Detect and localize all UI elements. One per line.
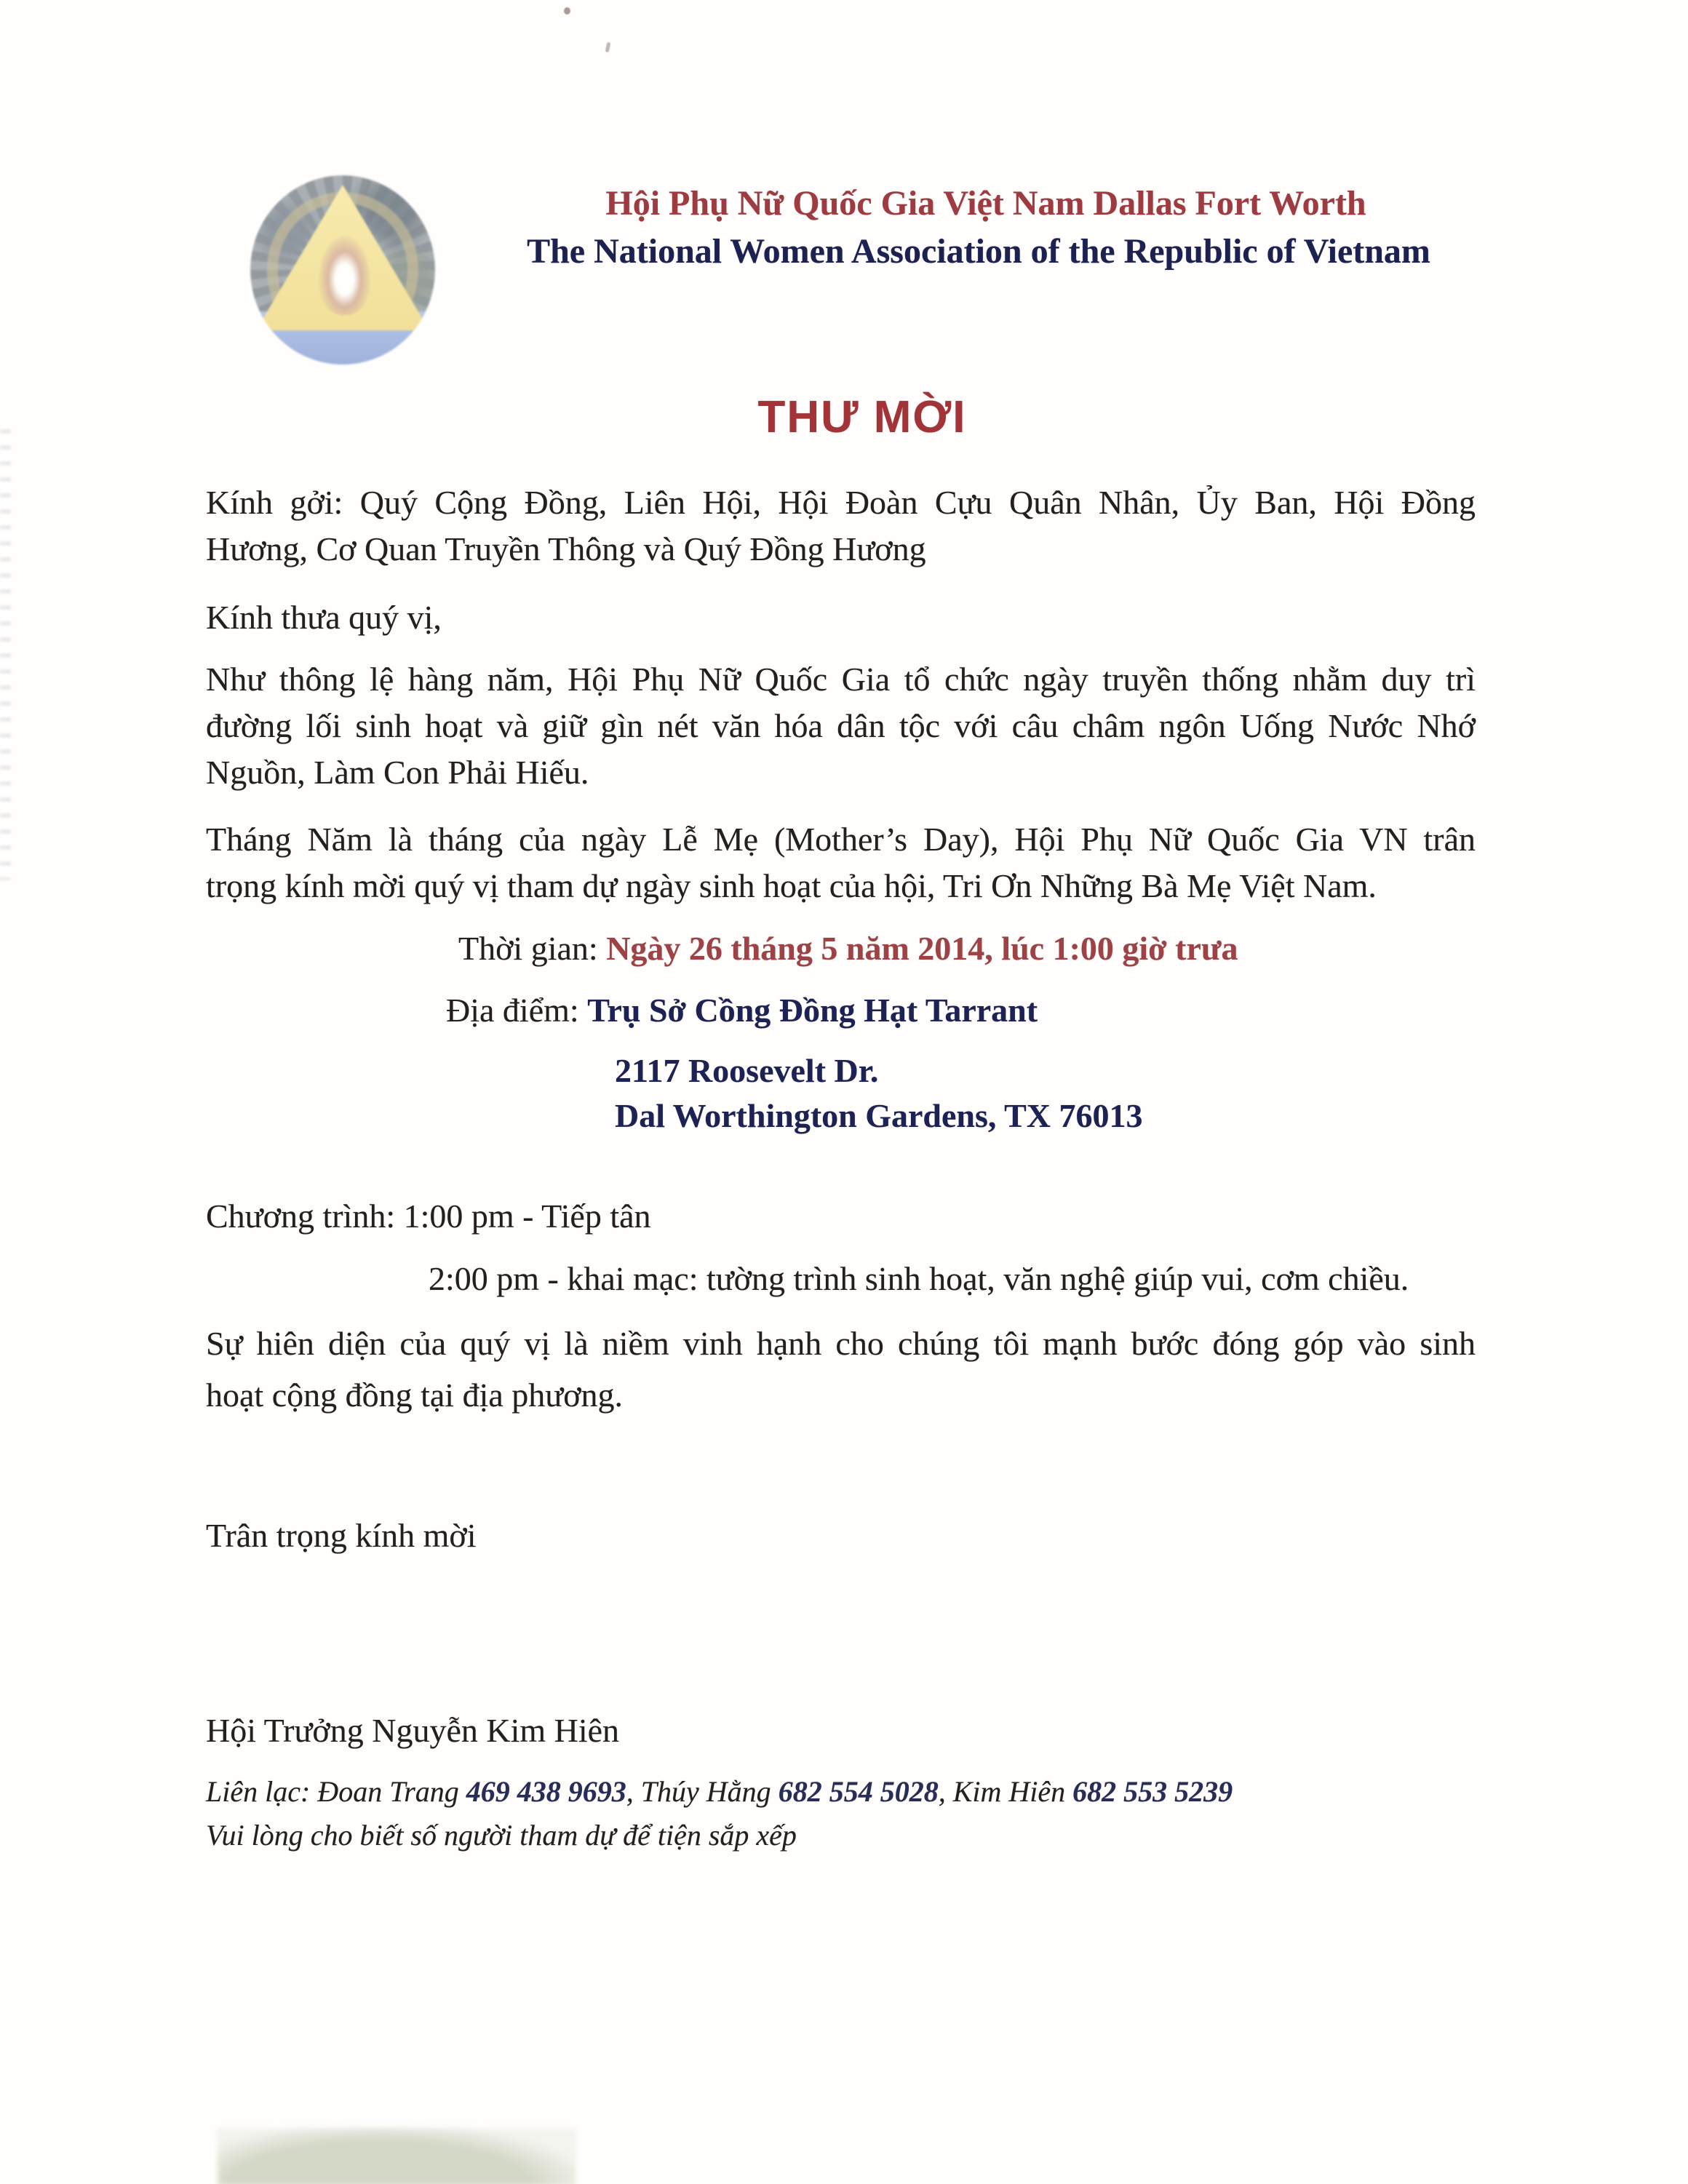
greeting-line: Kính thưa quý vị,: [206, 599, 442, 636]
contact-prefix: Liên lạc: Đoan Trang: [206, 1775, 466, 1808]
closing-line-1: Sự hiên diện của quý vị là niềm vinh hạnh cho chúng tôi mạnh bước đóng góp vào sinh: [206, 1325, 1476, 1362]
salutation-line-2: Hương, Cơ Quan Truyền Thông và Quý Đồng Hương: [206, 530, 926, 567]
program-item-1: 1:00 pm - Tiếp tân: [403, 1197, 651, 1235]
scan-edge-noise: [0, 429, 11, 880]
association-seal-icon: [250, 175, 435, 364]
paragraph1-line-2: đường lối sinh hoạt và giữ gìn nét văn hóa dân tộc với câu châm ngôn Uống Nước Nhớ: [206, 707, 1476, 744]
event-time-line: [458, 925, 1238, 972]
paragraph2-line-1: Tháng Năm là tháng của ngày Lễ Mẹ (Mother’s Day), Hội Phụ Nữ Quốc Gia VN trân: [206, 821, 1476, 858]
contact-mid-1: , Thúy Hằng: [626, 1775, 779, 1808]
time-value: Ngày 26 tháng 5 năm 2014, lúc 1:00 giờ trưa: [606, 930, 1238, 967]
time-label: Thời gian:: [458, 930, 607, 967]
paragraph1-line-1: Như thông lệ hàng năm, Hội Phụ Nữ Quốc Gia tổ chức ngày truyền thống nhằm duy trì: [206, 661, 1476, 698]
contact-note-line: Vui lòng cho biết số người tham dự để tiện sắp xếp: [206, 1819, 797, 1852]
scan-speck: [564, 7, 570, 15]
contact-line: [206, 1772, 1233, 1812]
venue-address-line-1: 2117 Roosevelt Dr.: [615, 1052, 879, 1089]
scan-bottom-smudge: [218, 2128, 575, 2184]
program-label: Chương trình:: [206, 1197, 404, 1235]
org-name-english: The National Women Association of the Republic of Vietnam: [527, 232, 1430, 271]
contact-phone-3: 682 553 5239: [1072, 1775, 1233, 1808]
venue-name: Trụ Sở Cồng Đồng Hạt Tarrant: [587, 992, 1038, 1029]
program-line-1: [206, 1193, 651, 1240]
program-line-2: 2:00 pm - khai mạc: tường trình sinh hoạt, văn nghệ giúp vui, cơm chiều.: [429, 1260, 1409, 1297]
org-name-vietnamese: Hội Phụ Nữ Quốc Gia Việt Nam Dallas Fort Worth: [605, 184, 1366, 223]
letter-title: THƯ MỜI: [757, 392, 967, 442]
scan-speck: [605, 42, 611, 53]
contact-mid-2: , Kim Hiên: [938, 1775, 1073, 1808]
venue-address-line-2: Dal Worthington Gardens, TX 76013: [615, 1097, 1143, 1134]
event-venue-line: [446, 987, 1038, 1034]
regards-line: Trân trọng kính mời: [206, 1517, 477, 1554]
signature-line: Hội Trưởng Nguyễn Kim Hiên: [206, 1712, 620, 1749]
paragraph2-line-2: trọng kính mời quý vị tham dự ngày sinh hoạt của hội, Tri Ơn Những Bà Mẹ Việt Nam.: [206, 867, 1377, 904]
paragraph1-line-3: Nguồn, Làm Con Phải Hiếu.: [206, 754, 589, 791]
closing-line-2: hoạt cộng đồng tại địa phương.: [206, 1376, 624, 1414]
contact-phone-1: 469 438 9693: [466, 1775, 626, 1808]
salutation-line-1: Kính gởi: Quý Cộng Đồng, Liên Hội, Hội Đoàn Cựu Quân Nhân, Ủy Ban, Hội Đồng: [206, 484, 1476, 521]
venue-label: Địa điểm:: [446, 992, 588, 1029]
contact-phone-2: 682 554 5028: [778, 1775, 939, 1808]
